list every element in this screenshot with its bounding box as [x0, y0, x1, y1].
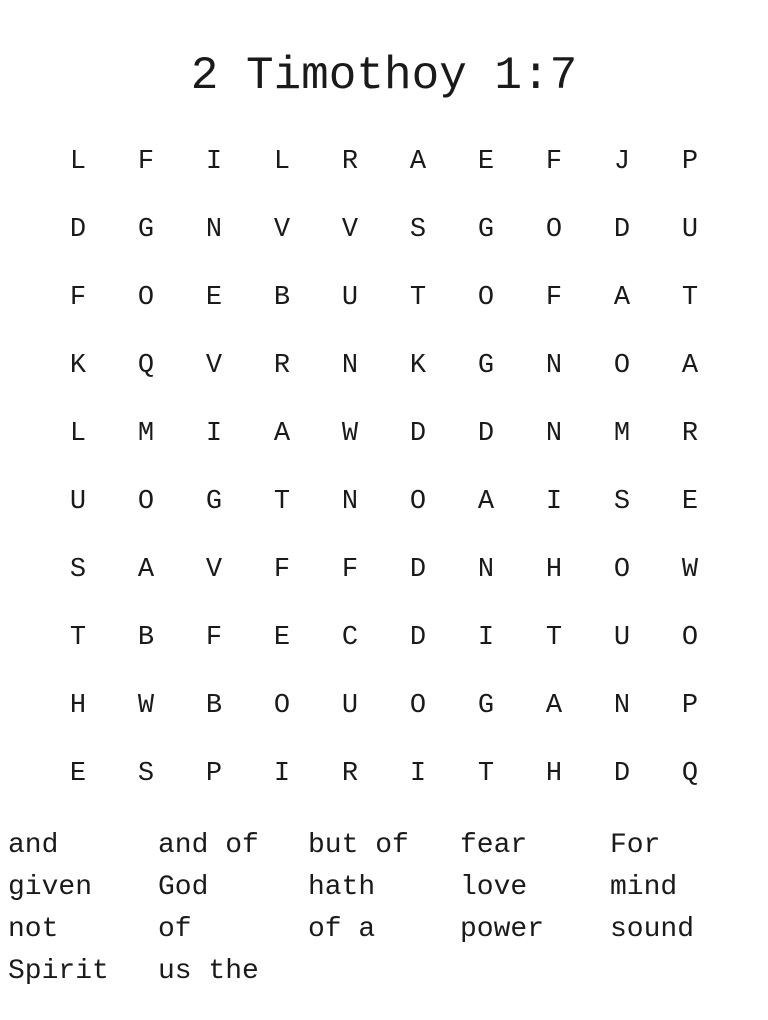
grid-letter: R — [273, 351, 291, 381]
grid-letter: A — [137, 555, 155, 585]
word-list-item: love — [460, 872, 528, 903]
grid-letter: A — [613, 283, 631, 313]
grid-letter: O — [613, 351, 631, 381]
grid-letter: S — [613, 487, 631, 517]
word-list-item: God — [158, 872, 209, 903]
word-list-item: fear — [460, 830, 528, 861]
grid-letter: B — [273, 283, 291, 313]
grid-letter: H — [69, 691, 87, 721]
word-list-item — [460, 951, 610, 993]
word-list-item: given — [8, 872, 93, 903]
grid-letter: U — [341, 691, 359, 721]
grid-letter: T — [69, 623, 87, 653]
grid-letter: D — [409, 555, 427, 585]
word-list-item: not — [8, 914, 59, 945]
grid-letter: A — [681, 351, 699, 381]
grid-letter: N — [477, 555, 495, 585]
grid-letter: F — [341, 555, 359, 585]
grid-letter: R — [341, 759, 359, 789]
grid-letter: N — [341, 487, 359, 517]
grid-letter: A — [477, 487, 495, 517]
grid-letter: S — [409, 215, 427, 245]
grid-letter: T — [409, 283, 427, 313]
grid-letter: M — [137, 419, 155, 449]
grid-letter: B — [137, 623, 155, 653]
grid-letter: F — [205, 623, 223, 653]
word-list-item: of a — [308, 914, 376, 945]
word-list-item: power — [460, 914, 545, 945]
grid-letter: A — [273, 419, 291, 449]
grid-letter: V — [205, 555, 223, 585]
word-list — [8, 825, 768, 993]
grid-letter: H — [545, 759, 563, 789]
grid-letter: U — [681, 215, 699, 245]
grid-letter: P — [681, 147, 699, 177]
grid-letter: O — [545, 215, 563, 245]
grid-letter: N — [341, 351, 359, 381]
word-list-item: sound — [610, 914, 695, 945]
grid-letter: O — [409, 487, 427, 517]
letter-grid — [44, 128, 724, 808]
word-list-item: and — [8, 830, 59, 861]
grid-letter: T — [681, 283, 699, 313]
grid-letter: L — [273, 147, 291, 177]
grid-letter: W — [137, 691, 155, 721]
grid-letter: L — [69, 419, 87, 449]
word-list-item: hath — [308, 872, 376, 903]
grid-letter: K — [69, 351, 87, 381]
grid-letter: G — [137, 215, 155, 245]
grid-letter: D — [409, 623, 427, 653]
grid-letter: K — [409, 351, 427, 381]
grid-letter: M — [613, 419, 631, 449]
word-list-item: us the — [158, 956, 259, 987]
grid-letter: T — [273, 487, 291, 517]
grid-letter: J — [613, 147, 631, 177]
grid-letter: I — [545, 487, 563, 517]
grid-letter: F — [545, 283, 563, 313]
grid-letter: E — [477, 147, 495, 177]
grid-letter: C — [341, 623, 359, 653]
grid-letter: N — [613, 691, 631, 721]
word-list-item: mind — [610, 872, 678, 903]
grid-letter: L — [69, 147, 87, 177]
grid-letter: D — [477, 419, 495, 449]
grid-letter: E — [205, 283, 223, 313]
grid-letter: V — [205, 351, 223, 381]
word-list-item: of — [158, 914, 192, 945]
grid-letter: E — [681, 487, 699, 517]
grid-letter: T — [545, 623, 563, 653]
grid-letter: F — [273, 555, 291, 585]
grid-letter: D — [69, 215, 87, 245]
grid-letter: P — [205, 759, 223, 789]
grid-letter: G — [205, 487, 223, 517]
grid-letter: O — [137, 283, 155, 313]
grid-letter: Q — [137, 351, 155, 381]
grid-letter: O — [409, 691, 427, 721]
grid-letter: H — [545, 555, 563, 585]
word-list-item: For — [610, 830, 661, 861]
grid-letter: U — [341, 283, 359, 313]
grid-letter: G — [477, 215, 495, 245]
grid-letter: S — [69, 555, 87, 585]
grid-letter: V — [341, 215, 359, 245]
grid-letter: B — [205, 691, 223, 721]
grid-letter: R — [681, 419, 699, 449]
grid-letter: P — [681, 691, 699, 721]
grid-letter: F — [545, 147, 563, 177]
word-list-item: Spirit — [8, 956, 109, 987]
grid-letter: S — [137, 759, 155, 789]
word-list-item: and of — [158, 830, 259, 861]
grid-letter: O — [613, 555, 631, 585]
grid-letter: D — [613, 215, 631, 245]
grid-letter: N — [205, 215, 223, 245]
grid-letter: I — [477, 623, 495, 653]
grid-letter: I — [273, 759, 291, 789]
grid-letter: W — [681, 555, 699, 585]
grid-letter: G — [477, 351, 495, 381]
grid-letter: G — [477, 691, 495, 721]
grid-letter: U — [613, 623, 631, 653]
grid-letter: N — [545, 419, 563, 449]
grid-letter: N — [545, 351, 563, 381]
grid-letter: V — [273, 215, 291, 245]
grid-letter: F — [69, 283, 87, 313]
grid-letter: O — [681, 623, 699, 653]
grid-letter: I — [205, 147, 223, 177]
grid-letter: F — [137, 147, 155, 177]
grid-letter: E — [69, 759, 87, 789]
grid-letter: O — [137, 487, 155, 517]
puzzle-title: 2 Timothoy 1:7 — [190, 50, 578, 102]
grid-letter: W — [341, 419, 359, 449]
grid-letter: T — [477, 759, 495, 789]
grid-letter: A — [409, 147, 427, 177]
word-list-item: but of — [308, 830, 409, 861]
grid-letter: A — [545, 691, 563, 721]
grid-letter: I — [409, 759, 427, 789]
grid-letter: O — [477, 283, 495, 313]
grid-letter: O — [273, 691, 291, 721]
word-list-item — [610, 951, 760, 993]
grid-letter: I — [205, 419, 223, 449]
grid-letter: U — [69, 487, 87, 517]
grid-letter: E — [273, 623, 291, 653]
word-list-item — [308, 951, 460, 993]
grid-letter: Q — [681, 759, 699, 789]
grid-letter: D — [613, 759, 631, 789]
grid-letter: D — [409, 419, 427, 449]
grid-letter: R — [341, 147, 359, 177]
